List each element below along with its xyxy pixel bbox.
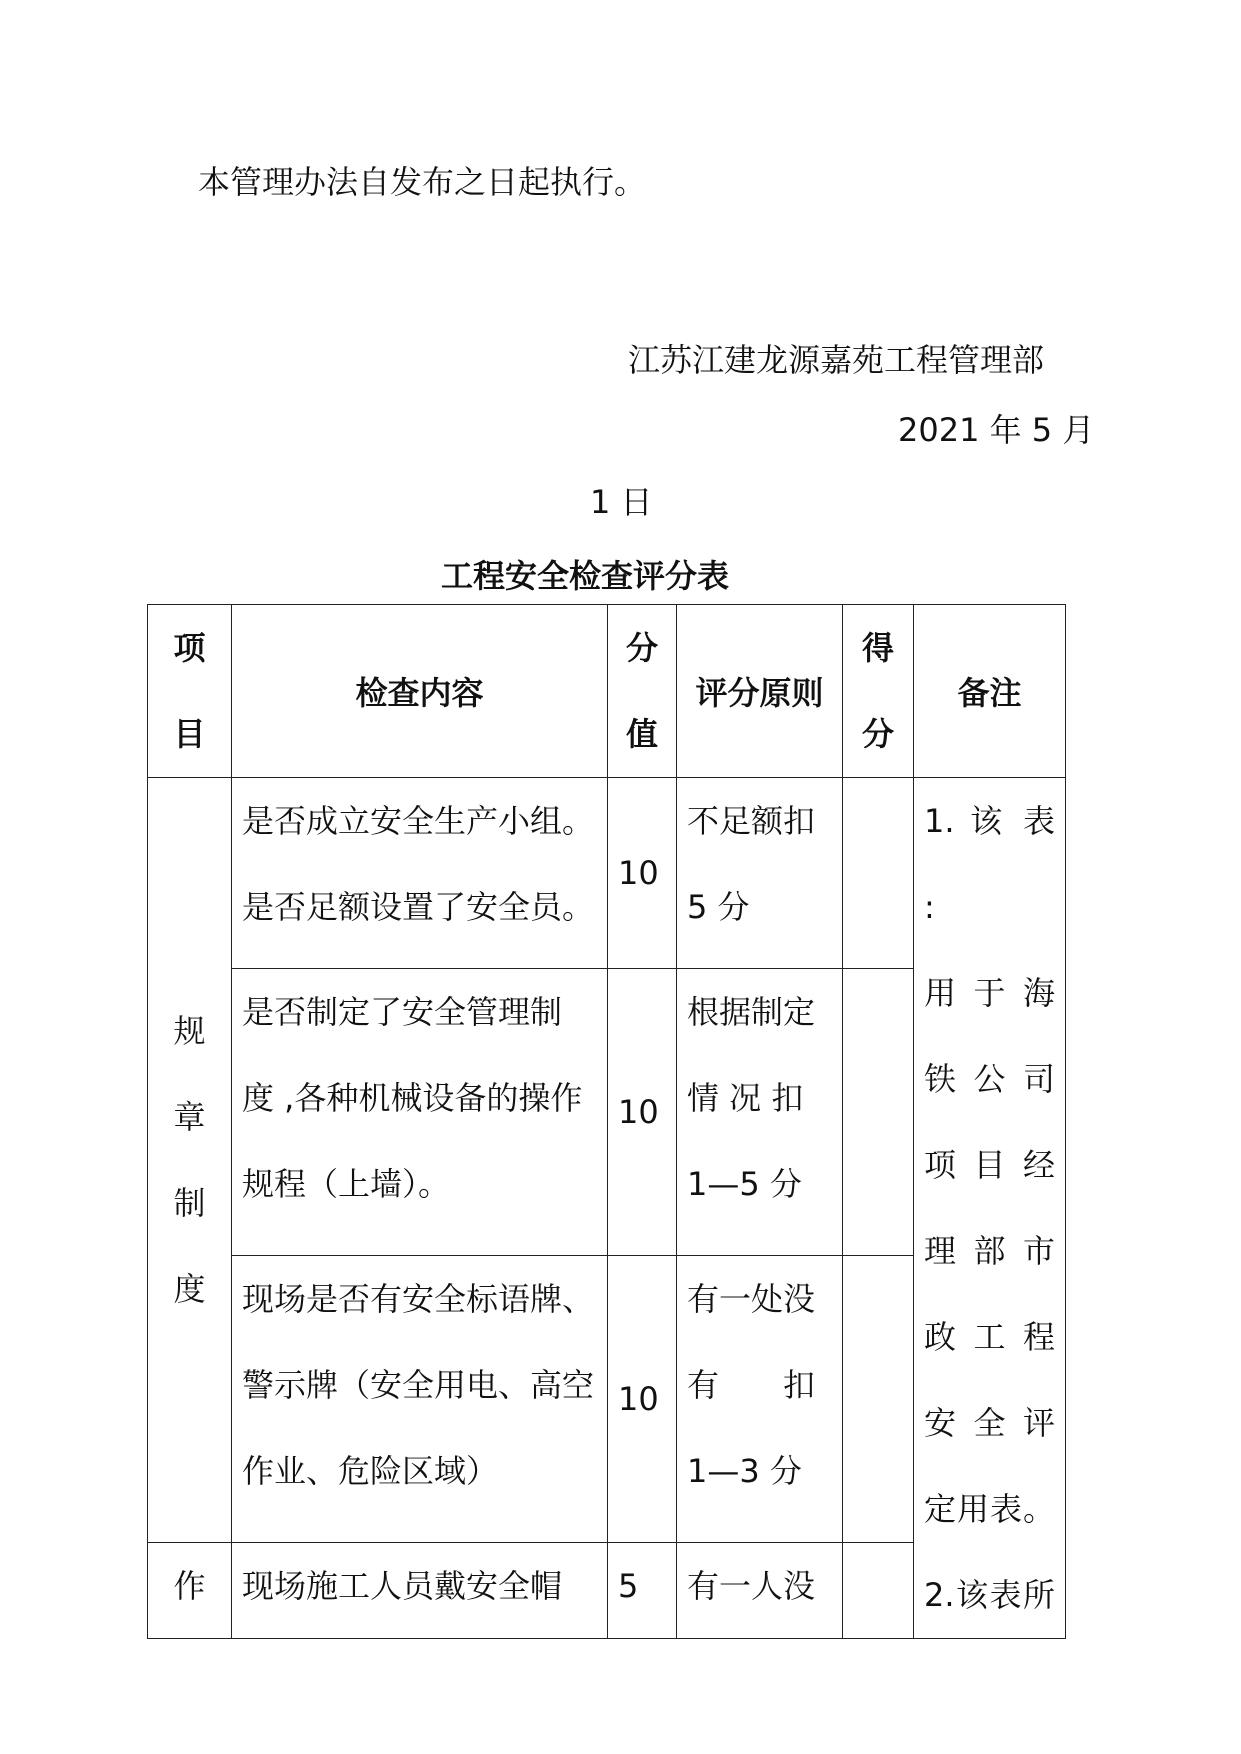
header-score: 分 值 bbox=[608, 605, 677, 778]
row-3-score: 10 bbox=[608, 1256, 677, 1543]
row-4-principle: 有一人没 bbox=[677, 1542, 843, 1638]
header-principle: 评分原则 bbox=[677, 605, 843, 778]
closing-statement: 本管理办法自发布之日起执行。 bbox=[198, 163, 647, 201]
table-row bbox=[148, 778, 1066, 969]
row-3-got bbox=[843, 1256, 914, 1543]
header-content: 检查内容 bbox=[232, 605, 608, 778]
row-2-principle: 根据制定 情 况 扣 1—5 分 bbox=[677, 969, 843, 1256]
category-operations: 作 bbox=[148, 1542, 232, 1638]
row-2-score: 10 bbox=[608, 969, 677, 1256]
category-rules: 规 章 制 度 bbox=[148, 778, 232, 1543]
header-row bbox=[148, 605, 1066, 778]
date-year-month: 2021 年 5 月 bbox=[898, 411, 1095, 449]
row-1-score: 10 bbox=[608, 778, 677, 969]
row-1-content: 是否成立安全生产小组。 是否足额设置了安全员。 bbox=[232, 778, 608, 969]
row-1-got bbox=[843, 778, 914, 969]
row-1-principle: 不足额扣 5 分 bbox=[677, 778, 843, 969]
table-title: 工程安全检查评分表 bbox=[440, 557, 729, 595]
remark-cell: 1. 该 表 : 用 于 海 铁 公 司 项 目 经 理 部 市 政 工 程 安 全 评 定用表。 2.该表所 bbox=[914, 778, 1066, 1639]
row-2-got bbox=[843, 969, 914, 1256]
safety-score-table bbox=[147, 604, 1066, 1639]
row-3-content: 现场是否有安全标语牌、 警示牌（安全用电、高空 作业、危险区域） bbox=[232, 1256, 608, 1543]
row-2-content: 是否制定了安全管理制 度 ,各种机械设备的操作 规程（上墙）。 bbox=[232, 969, 608, 1256]
date-day: 1 日 bbox=[590, 483, 653, 521]
header-item: 项 目 bbox=[148, 605, 232, 778]
header-remark: 备注 bbox=[914, 605, 1066, 778]
organization-signature: 江苏江建龙源嘉苑工程管理部 bbox=[628, 341, 1045, 379]
row-4-content: 现场施工人员戴安全帽 bbox=[232, 1542, 608, 1638]
row-3-principle: 有一处没 有 扣 1—3 分 bbox=[677, 1256, 843, 1543]
row-4-got bbox=[843, 1542, 914, 1638]
row-4-score: 5 bbox=[608, 1542, 677, 1638]
header-got: 得 分 bbox=[843, 605, 914, 778]
